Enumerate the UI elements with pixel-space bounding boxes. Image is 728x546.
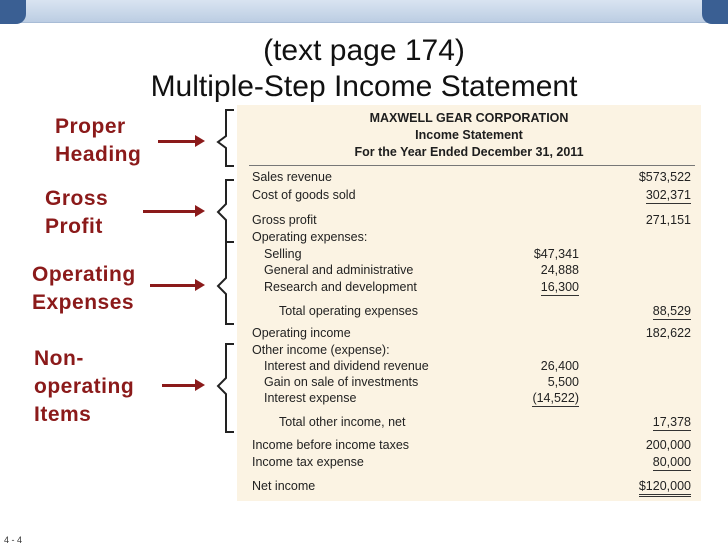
callout-line: Profit <box>45 215 103 238</box>
row-amount: 24,888 <box>540 263 579 277</box>
callout-line: Proper <box>55 115 126 138</box>
bracket-group <box>204 108 238 438</box>
row-amount: $47,341 <box>533 247 579 261</box>
statement-row <box>237 454 701 470</box>
statement-period: For the Year Ended December 31, 2011 <box>354 145 584 159</box>
statement-row <box>237 212 701 228</box>
row-label: Interest expense <box>264 391 357 405</box>
bracket-icon <box>218 242 234 324</box>
callout-line: Expenses <box>32 291 135 314</box>
row-label: Other income (expense): <box>252 343 390 357</box>
row-label: Net income <box>252 479 316 493</box>
row-total: 17,378 <box>652 415 691 429</box>
row-label: Income before income taxes <box>252 438 410 452</box>
callout-line: Non- <box>34 347 84 370</box>
statement-row <box>237 229 701 245</box>
callout-proper-heading <box>55 113 141 169</box>
header-divider <box>249 165 695 166</box>
statement-row <box>237 303 701 319</box>
statement-row <box>237 358 701 374</box>
income-statement <box>237 105 701 501</box>
row-label: Gross profit <box>252 213 317 227</box>
arrow-right-icon <box>143 210 196 213</box>
row-label: Research and development <box>264 280 417 294</box>
row-label: Cost of goods sold <box>252 188 356 202</box>
arrow-right-icon <box>162 384 196 387</box>
arrow-right-icon <box>158 140 196 143</box>
row-total: 302,371 <box>645 188 691 202</box>
statement-row <box>237 374 701 390</box>
callout-nonoperating-items <box>34 345 134 429</box>
callout-line: Gross <box>45 187 109 210</box>
slide-top-bar <box>0 0 728 23</box>
right-corner-decoration <box>702 0 728 24</box>
row-amount: 26,400 <box>540 359 579 373</box>
row-label: Selling <box>264 247 302 261</box>
row-total: 80,000 <box>652 455 691 469</box>
row-label: Total other income, net <box>279 415 406 429</box>
statement-row <box>237 478 701 494</box>
row-label: Gain on sale of investments <box>264 375 419 389</box>
statement-title: Income Statement <box>415 128 523 142</box>
statement-row <box>237 437 701 453</box>
statement-company: MAXWELL GEAR CORPORATION <box>369 111 569 125</box>
row-total: 200,000 <box>645 438 691 452</box>
callout-line: Items <box>34 403 92 426</box>
callout-line: Operating <box>32 263 136 286</box>
callout-operating-expenses <box>32 261 136 317</box>
bracket-icon <box>218 344 234 432</box>
callout-gross-profit <box>45 185 108 241</box>
left-corner-decoration <box>0 0 26 24</box>
row-amount: (14,522) <box>532 391 579 405</box>
row-amount: 16,300 <box>540 280 579 294</box>
statement-row <box>237 246 701 262</box>
bracket-icon <box>218 180 234 242</box>
row-total: 271,151 <box>645 213 691 227</box>
row-label: Interest and dividend revenue <box>264 359 429 373</box>
statement-row <box>237 390 701 406</box>
callout-line: operating <box>34 375 135 398</box>
row-total: $573,522 <box>638 170 691 184</box>
slide-title-page-ref: (text page 174) <box>263 34 465 67</box>
row-label: Total operating expenses <box>279 304 418 318</box>
statement-row <box>237 187 701 203</box>
row-label: General and administrative <box>264 263 414 277</box>
callout-line: Heading <box>55 143 142 166</box>
row-amount: 5,500 <box>547 375 579 389</box>
statement-row <box>237 262 701 278</box>
statement-row <box>237 279 701 295</box>
slide-title: Multiple-Step Income Statement <box>150 70 578 103</box>
row-total: $120,000 <box>639 478 691 497</box>
row-total: 182,622 <box>645 326 691 340</box>
row-total: 88,529 <box>652 304 691 318</box>
row-label: Operating expenses: <box>252 230 368 244</box>
statement-row <box>237 342 701 358</box>
bracket-icon <box>218 110 234 166</box>
row-label: Income tax expense <box>252 455 364 469</box>
statement-row <box>237 169 701 185</box>
statement-row <box>237 414 701 430</box>
arrow-right-icon <box>150 284 196 287</box>
row-label: Operating income <box>252 326 351 340</box>
row-label: Sales revenue <box>252 170 332 184</box>
statement-row <box>237 325 701 341</box>
slide-footer-number: 4 - 4 <box>4 535 23 545</box>
